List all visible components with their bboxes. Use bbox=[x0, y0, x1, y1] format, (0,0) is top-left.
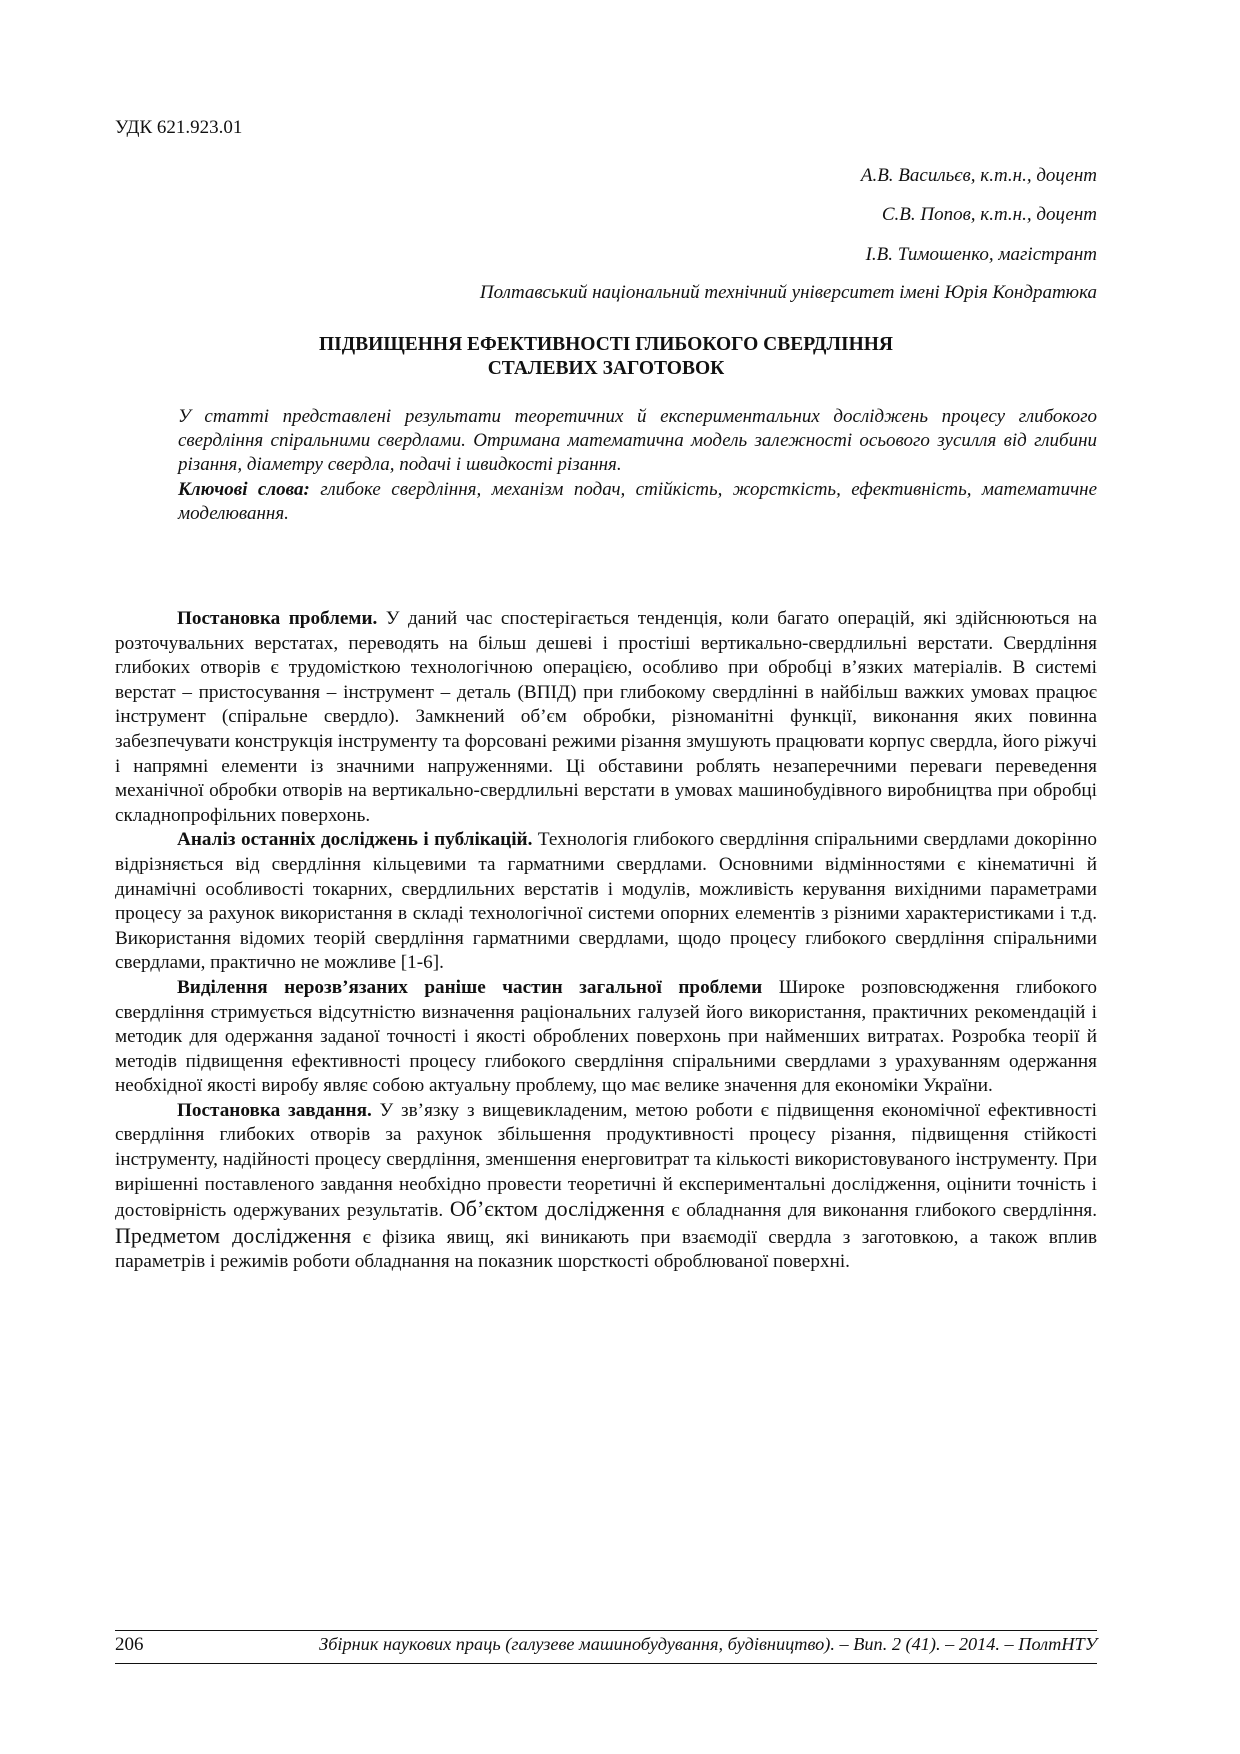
object-label: Об’єктом дослідження bbox=[449, 1196, 665, 1222]
author-1: А.В. Васильєв, к.т.н., доцент bbox=[860, 165, 1097, 186]
title-line-1: ПІДВИЩЕННЯ ЕФЕКТИВНОСТІ ГЛИБОКОГО СВЕРДЛІННЯ bbox=[318, 334, 893, 355]
abstract bbox=[178, 405, 1097, 526]
section-text: Технологія глибокого свердління спіральними свердлами докорінно відрізняється від свердління кільцевими та гарматними свердлами. Основними відмінностями є кінематичні й динамічні особливості токарних, свердлильних верстатів і модулів, можливість керування вихідними параметрами процесу за рахунок використання в складі технологічної системи опорних елементів з різними характеристиками і т.д. Використання відомих теорій свердління гарматними свердлами, щодо процесу глибокого свердління спіральними свердлами, практично не можливе [1-6]. bbox=[115, 829, 1097, 974]
section-heading: Постановка завдання. bbox=[177, 1099, 372, 1121]
section-text: У даний час спостерігається тенденція, коли багато операцій, які здійснюються на розточувальних верстатах, переводять на більш дешеві і простіші вертикально-свердлильні верстати. Свердління глибоких отворів є трудомісткою технологічною операцією, особливо при обробці в’язких матеріалів. В системі верстат – пристосування – інструмент – деталь (ВПІД) при глибокому свердлінні в найбільш важких умовах працює інструмент (спіральне свердло). Замкнений об’єм обробки, різноманітні функції, виконання яких повинна забезпечувати конструкція інструменту та форсовані режими різання змушують працювати корпус свердла, його ріжучі і напрямні елементи із значними напруженнями. Ці обставини роблять незаперечними переваги переведення механічної обробки отворів на вертикально-свердлильні верстати в умовах машинобудівного виробництва при обробці складнопрофільних поверхонь. bbox=[115, 608, 1097, 826]
article-body bbox=[115, 607, 1097, 1275]
footer-rule-bottom bbox=[115, 1663, 1097, 1664]
keywords-label: Ключові слова: bbox=[178, 478, 310, 500]
article-title bbox=[115, 333, 1097, 381]
section-heading: Аналіз останніх досліджень і публікацій. bbox=[177, 829, 533, 851]
journal-citation: Збірник наукових праць (галузеве машинобудування, будівництво). – Вип. 2 (41). – 2014. – ПолтНТУ bbox=[319, 1634, 1097, 1654]
section-problem-statement bbox=[115, 607, 1097, 828]
keywords bbox=[178, 478, 1097, 526]
page-number: 206 bbox=[115, 1634, 144, 1655]
author-3: І.В. Тимошенко, магістрант bbox=[865, 244, 1097, 265]
title-line-2: СТАЛЕВИХ ЗАГОТОВОК bbox=[487, 358, 725, 379]
footer-rule-top bbox=[115, 1630, 1097, 1631]
page-footer bbox=[115, 1634, 1097, 1656]
keywords-list: глибоке свердління, механізм подач, стійкість, жорсткість, ефективність, математичне моделювання. bbox=[178, 478, 1097, 524]
abstract-text: У статті представлені результати теоретичних й експериментальних досліджень процесу глибокого свердління спіральними свердлами. Отримана математична модель залежності осьового зусилля від глибини різання, діаметру свердла, подачі і швидкості різання. bbox=[178, 406, 1097, 476]
object-text: є обладнання для виконання глибокого свердління. bbox=[671, 1200, 1097, 1222]
section-literature-review bbox=[115, 828, 1097, 976]
affiliation: Полтавський національний технічний університет імені Юрія Кондратюка bbox=[479, 282, 1097, 303]
section-unresolved-parts bbox=[115, 976, 1097, 1099]
udc-code: УДК 621.923.01 bbox=[115, 117, 243, 138]
section-heading: Постановка проблеми. bbox=[177, 608, 378, 629]
section-task-statement bbox=[115, 1099, 1097, 1275]
subject-label: Предметом дослідження bbox=[115, 1222, 352, 1248]
section-text: Широке розповсюдження глибокого свердління стримується відсутністю визначення раціональних галузей його використання, практичних рекомендацій і методик для одержання заданої точності і якості оброблених поверхонь при найменших витратах. Розробка теорії й методів підвищення ефективності процесу глибокого свердління спіральними свердлами з урахуванням одержання необхідної якості виробу являє собою актуальну проблему, що має велике значення для економіки України. bbox=[115, 976, 1097, 1097]
author-2: С.В. Попов, к.т.н., доцент bbox=[881, 204, 1097, 225]
subject-text: є фізика явищ, які виникають при взаємодії свердла з заготовкою, а також вплив параметрів і режимів роботи обладнання на показник шорсткості оброблюваної поверхні. bbox=[115, 1226, 1098, 1273]
section-text: У зв’язку з вищевикладеним, метою роботи є підвищення економічної ефективності свердління глибоких отворів за рахунок збільшення продуктивності процесу різання, підвищення стійкості інструменту, надійності процесу свердління, зменшення енерговитрат та кількості використовуваного інструменту. При вирішенні поставленого завдання необхідно провести теоретичні й експериментальні дослідження, оцінити точність і достовірність одержуваних результатів. bbox=[115, 1099, 1097, 1222]
section-heading: Виділення нерозв’язаних раніше частин загальної проблеми bbox=[177, 976, 763, 998]
